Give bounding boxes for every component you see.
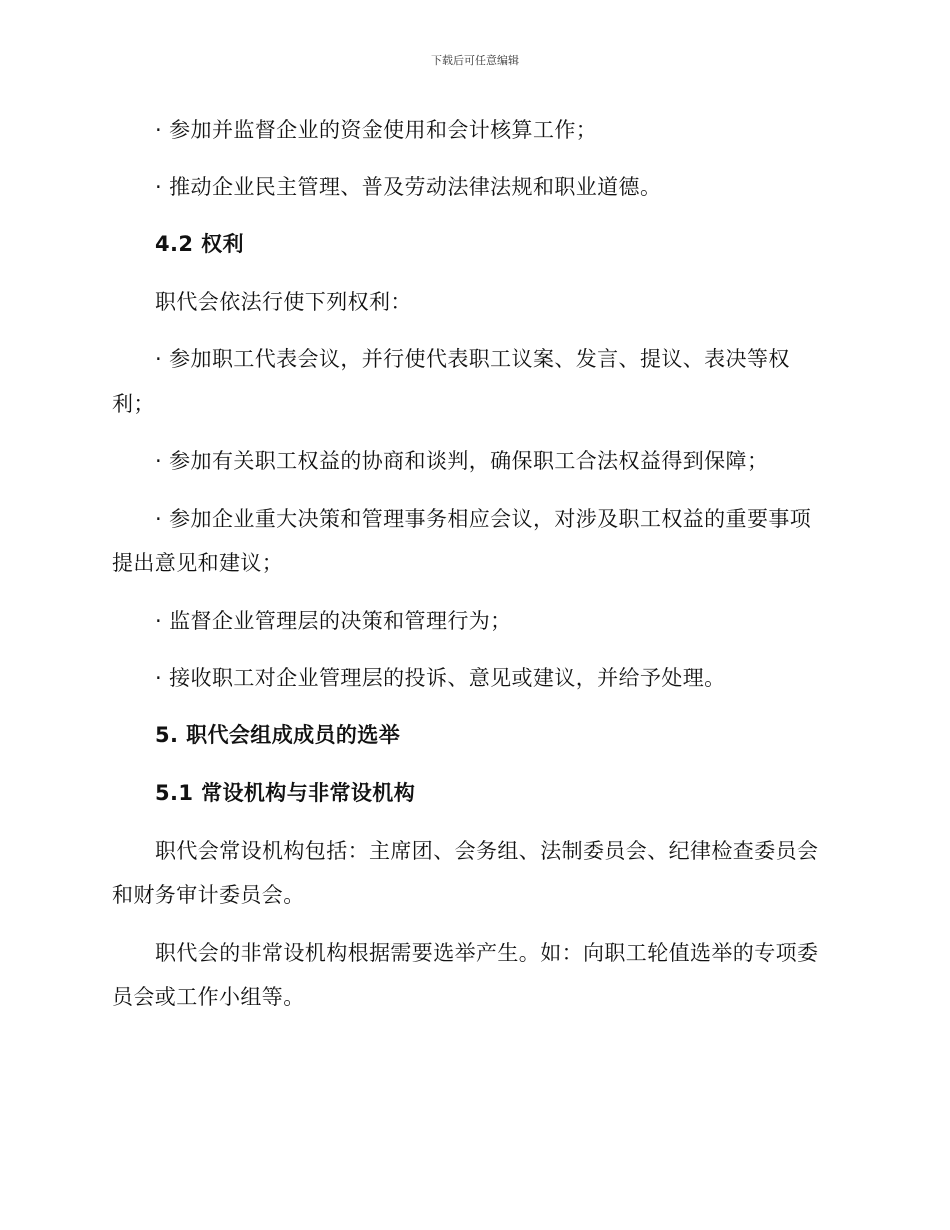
- bullet-major-decisions-line2: 提出意见和建议；: [112, 551, 284, 575]
- bullet-attend-meeting-line1: · 参加职工代表会议，并行使代表职工议案、发言、提议、表决等权: [155, 347, 790, 371]
- standing-bodies-line1: 职代会常设机构包括：主席团、会务组、法制委员会、纪律检查委员会: [155, 839, 819, 863]
- section-heading-5: 5. 职代会组成成员的选举: [155, 723, 401, 747]
- bullet-supervise-management: · 监督企业管理层的决策和管理行为；: [155, 609, 512, 633]
- bullet-negotiation: · 参加有关职工权益的协商和谈判，确保职工合法权益得到保障；: [155, 449, 769, 473]
- bullet-attend-meeting-line2: 利；: [112, 392, 155, 416]
- section-heading-5-1: 5.1 常设机构与非常设机构: [155, 781, 416, 805]
- bullet-fund-supervision: · 参加并监督企业的资金使用和会计核算工作；: [155, 118, 598, 142]
- non-standing-bodies-line1: 职代会的非常设机构根据需要选举产生。如：向职工轮值选举的专项委: [155, 941, 819, 965]
- section-heading-4-2: 4.2 权利: [155, 232, 244, 256]
- standing-bodies-line2: 和财务审计委员会。: [112, 883, 305, 907]
- non-standing-bodies-line2: 员会或工作小组等。: [112, 985, 305, 1009]
- rights-intro: 职代会依法行使下列权利：: [155, 290, 412, 314]
- bullet-major-decisions-line1: · 参加企业重大决策和管理事务相应会议，对涉及职工权益的重要事项: [155, 507, 812, 531]
- bullet-complaints: · 接收职工对企业管理层的投诉、意见或建议，并给予处理。: [155, 666, 726, 690]
- bullet-democratic-management: · 推动企业民主管理、普及劳动法律法规和职业道德。: [155, 175, 662, 199]
- page-header: 下载后可任意编辑: [431, 54, 519, 67]
